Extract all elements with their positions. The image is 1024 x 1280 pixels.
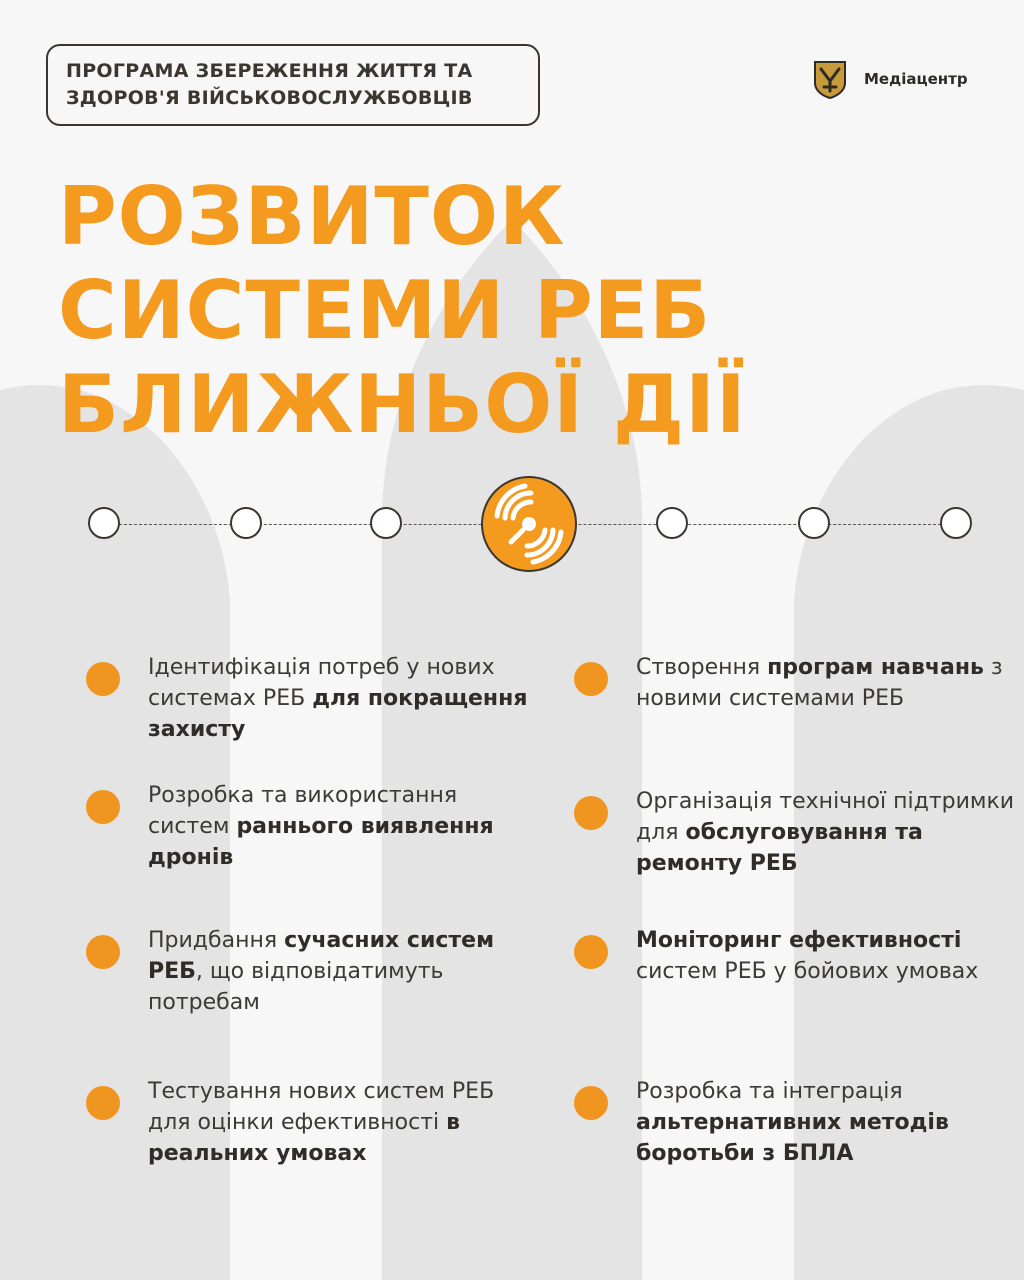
- page-title: [58, 170, 747, 452]
- timeline-dot: [230, 507, 262, 539]
- list-item: [86, 655, 528, 745]
- timeline: [0, 470, 1024, 580]
- program-title-line-2: ЗДОРОВ'Я ВІЙСЬКОВОСЛУЖБОВЦІВ: [66, 87, 473, 109]
- timeline-active-step: [481, 476, 577, 572]
- list-item-text: Тестування нових систем РЕБ для оцінки ефективності в реальних умовах: [148, 1079, 495, 1166]
- list-item-text: Створення програм навчань з новими системами РЕБ: [636, 655, 1003, 711]
- list-item: [574, 1079, 1024, 1169]
- bullet-icon: [86, 662, 120, 696]
- bullet-icon: [86, 790, 120, 824]
- timeline-dot: [370, 507, 402, 539]
- bullet-icon: [574, 1086, 608, 1120]
- list-item: [574, 655, 1024, 714]
- media-center-emblem-icon: [812, 59, 848, 99]
- media-center-logo: [812, 58, 968, 100]
- list-item: [86, 783, 528, 873]
- page-title-line-2: СИСТЕМИ РЕБ: [58, 264, 712, 357]
- timeline-dot: [656, 507, 688, 539]
- list-item-text: Придбання сучасних систем РЕБ, що відповідатимуть потребам: [148, 928, 495, 1015]
- bullet-icon: [86, 1086, 120, 1120]
- bullet-icon: [574, 662, 608, 696]
- list-item-text: Розробка та використання систем раннього виявлення дронів: [148, 783, 494, 870]
- list-item: [86, 928, 528, 1018]
- media-center-label: Медіацентр: [864, 70, 968, 88]
- list-item-text: Організація технічної підтримки для обслуговування та ремонту РЕБ: [636, 789, 1015, 876]
- timeline-dot: [798, 507, 830, 539]
- timeline-dot: [940, 507, 972, 539]
- list-item: [86, 1079, 528, 1169]
- list-item: [574, 928, 1024, 987]
- program-title-line-1: ПРОГРАМА ЗБЕРЕЖЕННЯ ЖИТТЯ ТА: [66, 60, 473, 82]
- list-item: [574, 789, 1024, 879]
- program-title-box: [46, 44, 540, 126]
- page-title-line-1: РОЗВИТОК: [58, 170, 566, 263]
- list-item-text: Моніторинг ефективності систем РЕБ у бойових умовах: [636, 928, 979, 984]
- timeline-dot: [88, 507, 120, 539]
- bullet-icon: [574, 935, 608, 969]
- radio-signal-icon: [483, 478, 575, 570]
- list-item-text: Розробка та інтеграція альтернативних методів боротьби з БПЛА: [636, 1079, 949, 1166]
- bullet-icon: [574, 796, 608, 830]
- list-item-text: Ідентифікація потреб у нових системах РЕБ для покращення захисту: [148, 655, 528, 742]
- bullet-icon: [86, 935, 120, 969]
- page-title-line-3: БЛИЖНЬОЇ ДІЇ: [58, 358, 747, 451]
